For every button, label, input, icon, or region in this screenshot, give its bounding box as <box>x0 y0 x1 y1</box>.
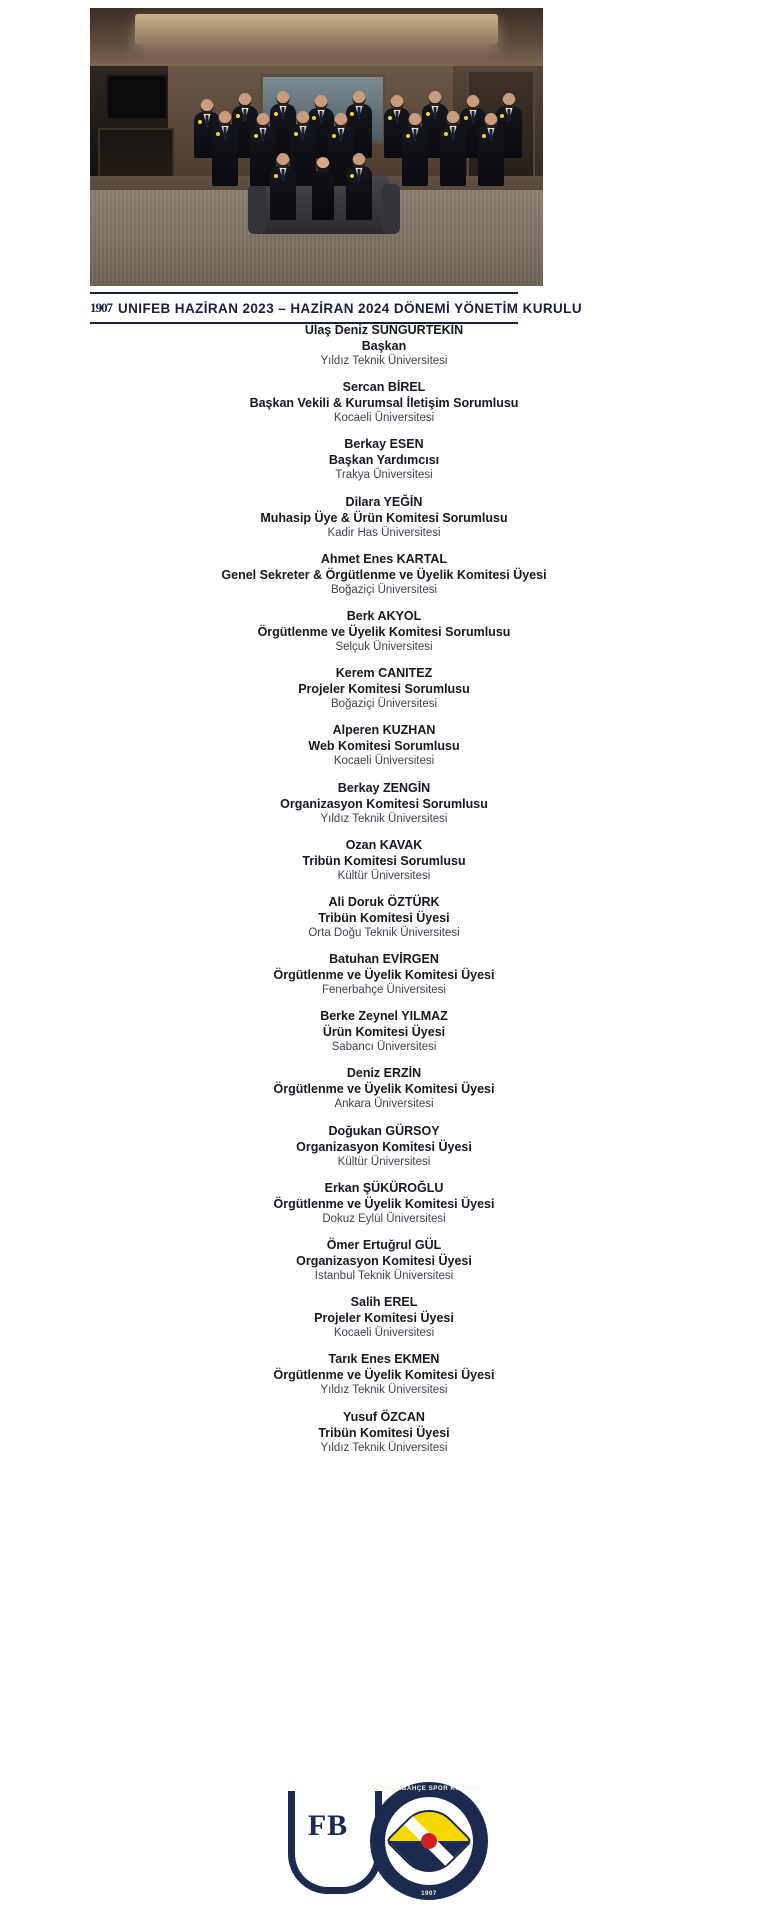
member-name: Alperen KUZHAN <box>332 723 436 738</box>
member-role: Organizasyon Komitesi Sorumlusu <box>280 796 488 811</box>
member-role: Tribün Komitesi Sorumlusu <box>302 853 466 868</box>
member-name: Dilara YEĞİN <box>345 494 423 509</box>
member-university: Selçuk Üniversitesi <box>335 640 433 653</box>
list-item <box>0 951 768 998</box>
unifeb-logo-icon <box>280 1787 376 1895</box>
member-university: Kocaeli Üniversitesi <box>333 1327 435 1340</box>
list-item <box>0 837 768 884</box>
list-item <box>0 608 768 655</box>
member-university: Yıldız Teknik Üniversitesi <box>320 1441 448 1454</box>
member-university: Yıldız Teknik Üniversitesi <box>320 355 448 367</box>
group-photo <box>90 8 543 286</box>
member-name: Deniz ERZİN <box>346 1066 422 1081</box>
member-name: Berkay ZENGİN <box>337 780 431 795</box>
member-name: Tarık Enes EKMEN <box>328 1352 440 1367</box>
crest-club-name: FENERBAHÇE SPOR KULÜBÜ <box>378 1785 480 1792</box>
photo-tv <box>106 74 168 120</box>
photo-person-seated <box>270 166 296 220</box>
member-name: Berke Zeynel YILMAZ <box>320 1009 448 1024</box>
member-role: Genel Sekreter & Örgütlenme ve Üyelik Komitesi Üyesi <box>221 567 547 582</box>
photo-person <box>478 126 504 186</box>
photo-person-seated <box>312 170 334 220</box>
list-item <box>0 722 768 769</box>
member-name: Doğukan GÜRSOY <box>328 1123 440 1138</box>
fenerbahce-1907-icon: 1907 <box>90 300 112 315</box>
member-name: Salih EREL <box>350 1295 418 1310</box>
member-name: Batuhan EVİRGEN <box>329 952 439 967</box>
list-item <box>0 1065 768 1112</box>
member-role: Projeler Komitesi Üyesi <box>314 1311 454 1326</box>
list-item <box>0 1294 768 1341</box>
list-item <box>0 494 768 541</box>
member-role: Başkan <box>361 339 407 353</box>
board-members-list <box>0 322 768 1466</box>
member-name: Kerem CANITEZ <box>335 666 433 681</box>
member-role: Başkan Vekili & Kurumsal İletişim Sorumlusu <box>249 396 519 411</box>
member-university: Sabancı Üniversitesi <box>331 1041 437 1054</box>
member-role: Organizasyon Komitesi Üyesi <box>296 1254 472 1268</box>
list-item <box>0 665 768 712</box>
member-name: Ahmet Enes KARTAL <box>320 551 448 566</box>
member-name: Sercan BİREL <box>342 380 426 395</box>
photo-scene <box>90 8 543 286</box>
member-role: Başkan Yardımcısı <box>328 453 440 468</box>
member-role: Ürün Komitesi Üyesi <box>322 1025 446 1040</box>
footer-logos <box>0 1782 768 1900</box>
photo-person <box>440 124 466 186</box>
member-role: Örgütlenme ve Üyelik Komitesi Üyesi <box>273 1196 495 1211</box>
list-item <box>0 894 768 941</box>
member-role: Tribün Komitesi Üyesi <box>318 910 450 925</box>
member-university: Fenerbahçe Üniversitesi <box>321 984 446 997</box>
photo-person <box>212 124 238 186</box>
photo-ceiling <box>90 8 543 69</box>
list-item <box>0 1237 768 1284</box>
list-item <box>0 1180 768 1227</box>
crest-red-dot <box>421 1833 437 1849</box>
member-name: Ali Doruk ÖZTÜRK <box>328 894 440 909</box>
photo-person-seated <box>346 166 372 220</box>
member-role: Örgütlenme ve Üyelik Komitesi Üyesi <box>273 1368 495 1383</box>
member-university: Kocaeli Üniversitesi <box>333 412 435 425</box>
member-name: Ömer Ertuğrul GÜL <box>326 1238 442 1252</box>
member-name: Ulaş Deniz SUNGURTEKİN <box>304 323 464 337</box>
list-item <box>0 322 768 369</box>
member-university: Kocaeli Üniversitesi <box>333 755 435 768</box>
page-title: UNIFEB HAZİRAN 2023 – HAZİRAN 2024 DÖNEMİ YÖNETİM KURULU <box>118 300 582 316</box>
member-university: Boğaziçi Üniversitesi <box>330 583 438 596</box>
member-university: Ankara Üniversitesi <box>334 1098 434 1111</box>
member-name: Berkay ESEN <box>344 437 424 452</box>
list-item <box>0 379 768 426</box>
member-university: Kültür Üniversitesi <box>337 869 431 882</box>
member-role: Organizasyon Komitesi Üyesi <box>296 1139 472 1154</box>
member-name: Ozan KAVAK <box>345 837 423 852</box>
member-role: Tribün Komitesi Üyesi <box>318 1425 450 1440</box>
crest-inner-disc <box>383 1795 475 1887</box>
list-item <box>0 1351 768 1398</box>
member-university: Kadir Has Üniversitesi <box>327 526 441 539</box>
list-item <box>0 780 768 827</box>
member-university: Yıldız Teknik Üniversitesi <box>320 1384 448 1397</box>
member-role: Örgütlenme ve Üyelik Komitesi Sorumlusu <box>257 624 511 639</box>
member-university: Yıldız Teknik Üniversitesi <box>320 812 448 825</box>
list-item <box>0 1123 768 1170</box>
member-university: Trakya Üniversitesi <box>335 469 433 482</box>
member-name: Yusuf ÖZCAN <box>343 1409 425 1424</box>
member-role: Örgütlenme ve Üyelik Komitesi Üyesi <box>273 968 495 983</box>
member-role: Projeler Komitesi Sorumlusu <box>298 682 470 697</box>
list-item <box>0 1008 768 1055</box>
list-item <box>0 551 768 598</box>
member-university: İstanbul Teknik Üniversitesi <box>314 1270 454 1282</box>
photo-person <box>402 126 428 186</box>
member-role: Örgütlenme ve Üyelik Komitesi Üyesi <box>273 1082 495 1097</box>
member-university: Boğaziçi Üniversitesi <box>330 698 438 711</box>
list-item <box>0 436 768 483</box>
member-name: Erkan ŞÜKÜROĞLU <box>324 1180 444 1195</box>
member-role: Muhasip Üye & Ürün Komitesi Sorumlusu <box>260 510 508 525</box>
member-university: Dokuz Eylül Üniversitesi <box>322 1212 446 1225</box>
header-title-bar <box>90 292 582 324</box>
member-role: Web Komitesi Sorumlusu <box>308 739 460 754</box>
member-university: Orta Doğu Teknik Üniversitesi <box>308 926 460 939</box>
member-name: Berk AKYOL <box>346 608 422 623</box>
member-university: Kültür Üniversitesi <box>337 1155 431 1168</box>
photo-ceiling-light <box>135 14 497 44</box>
list-item <box>0 1409 768 1456</box>
fenerbahce-crest-icon <box>370 1782 488 1900</box>
crest-year: 1907 <box>421 1890 437 1897</box>
unifeb-letters: FB <box>307 1809 349 1842</box>
